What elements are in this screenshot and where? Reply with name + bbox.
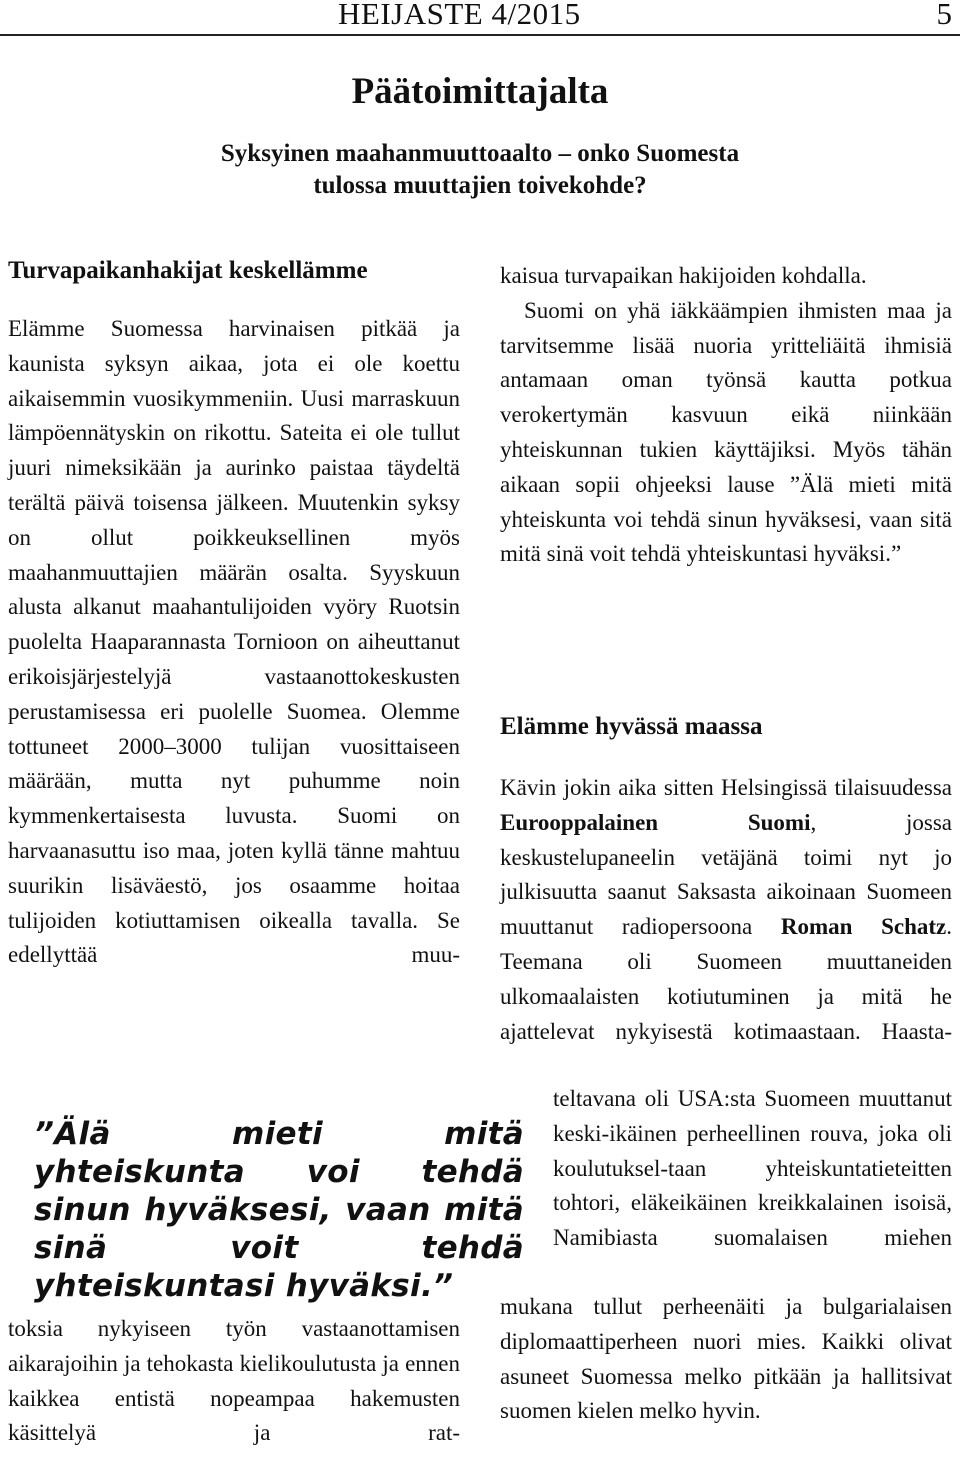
article-subtitle [0,138,960,202]
right-continuation: kaisua turvapaikan hakijoiden kohdalla. [500,263,867,288]
left-paragraph-2: toksia nykyiseen työn vastaanottamisen aikarajoihin ja tehokasta kielikoulutusta ja ennen kaikkea entistä nopeampaa hakemusten käsittelyä ja rat- [8,1316,460,1446]
right-paragraph-2: Suomi on yhä iäkkäämpien ihmisten maa ja tarvitsemme lisää nuoria yritteliäitä ihmisiä antamaan oman työnsä kautta potkua verokertymän kasvuun eikä niinkään yhteiskunnan tukien käyttäjiksi. Myös tähän aikaan sopii ohjeeksi lause ”Älä mieti mitä yhteiskunta voi tehdä sinun hyväksesi, vaan sitä mitä sinä voit tehdä yhteiskuntasi hyväksi.” [500,297,952,567]
right-paragraph-3-text [500,771,952,1049]
p3-part-c: . Teemana oli Suomeen muuttaneiden ulkomaalaisten kotiutuminen ja mitä he ajattelevat nykyisestä kotimaastaan. Haasta- [500,914,952,1044]
page-number: 5 [936,0,952,31]
right-column-body [500,259,952,572]
right-paragraph-3 [500,771,952,1049]
section-heading-left: Turvapaikanhakijat keskellämme [8,257,368,284]
p3-part-a: Kävin jokin aika sitten Helsingissä tilaisuudessa [500,775,952,800]
header-rule [0,34,960,36]
event-name: Eurooppalainen Suomi [500,809,811,835]
left-column-body [8,312,460,973]
right-paragraph-3-wrap [553,1082,952,1256]
pull-quote [34,1115,524,1305]
p3-part-b: , jossa keskustelupaneelin vetäjänä toimi nyt jo julkisuutta saanut Saksasta aikoinaan Suomeen muuttanut radiopersoona [500,809,952,940]
p3-part-d: teltavana oli USA:sta Suomeen muuttanut keski-ikäinen perheellinen rouva, joka oli koulutuksel-taan yhteiskuntatieteitten tohtori, eläkeikäinen kreikkalainen isoisä, Namibiasta suomalaisen miehen [553,1086,952,1251]
left-column-continued [8,1312,460,1451]
subtitle-line-1: Syksyinen maahanmuuttoaalto – onko Suomesta [220,140,740,167]
publication-title: HEIJASTE 4/2015 [338,0,581,31]
pull-quote-text: ”Älä mieti mitä yhteiskunta voi tehdä sinun hyväksesi, vaan mitä sinä voit tehdä yhteiskuntasi hyväksi.” [34,1116,524,1304]
section-heading-right: Elämme hyvässä maassa [500,713,763,740]
right-paragraph-3-end [500,1290,952,1429]
person-name: Roman Schatz [780,914,947,940]
subtitle-line-2: tulossa muuttajien toivekohde? [313,172,647,199]
page-title: Päätoimittajalta [351,71,609,112]
left-paragraph-1: Elämme Suomessa harvinaisen pitkää ja kaunista syksyn aikaa, jota ei ole koettu aikaisemmin vuosikymmeniin. Uusi marraskuun lämpöennätyskin on rikottu. Sateita ei ole tullut juuri nimeksikään ja aurinko paistaa täydeltä terältä päivä toisensa jälkeen. Muutenkin syksy on ollut poikkeuksellinen myös maahanmuuttajien määrän osalta. Syyskuun alusta alkanut maahantulijoiden vyöry Ruotsin puolelta Haaparannasta Tornioon on aiheuttanut erikoisjärjestelyjä vastaanottokeskusten perustamisessa eri puolelle Suomea. Olemme tottuneet 2000–3000 tulijan vuosittaiseen määrään, mutta nyt puhumme noin kymmenkertaisesta luvusta. Suomi on harvaanasuttu iso maa, joten kyllä tänne mahtuu suurikin lisäväestö, jos osaamme hoitaa tulijoiden kotiuttamisen oikealla tavalla. Se edellyttää muu- [8,316,460,968]
p3-part-e: mukana tullut perheenäiti ja bulgarialaisen diplomaattiperheen nuori mies. Kaikki olivat asuneet Suomessa melko pitkään ja hallitsivat suomen kielen melko hyvin. [500,1294,952,1424]
